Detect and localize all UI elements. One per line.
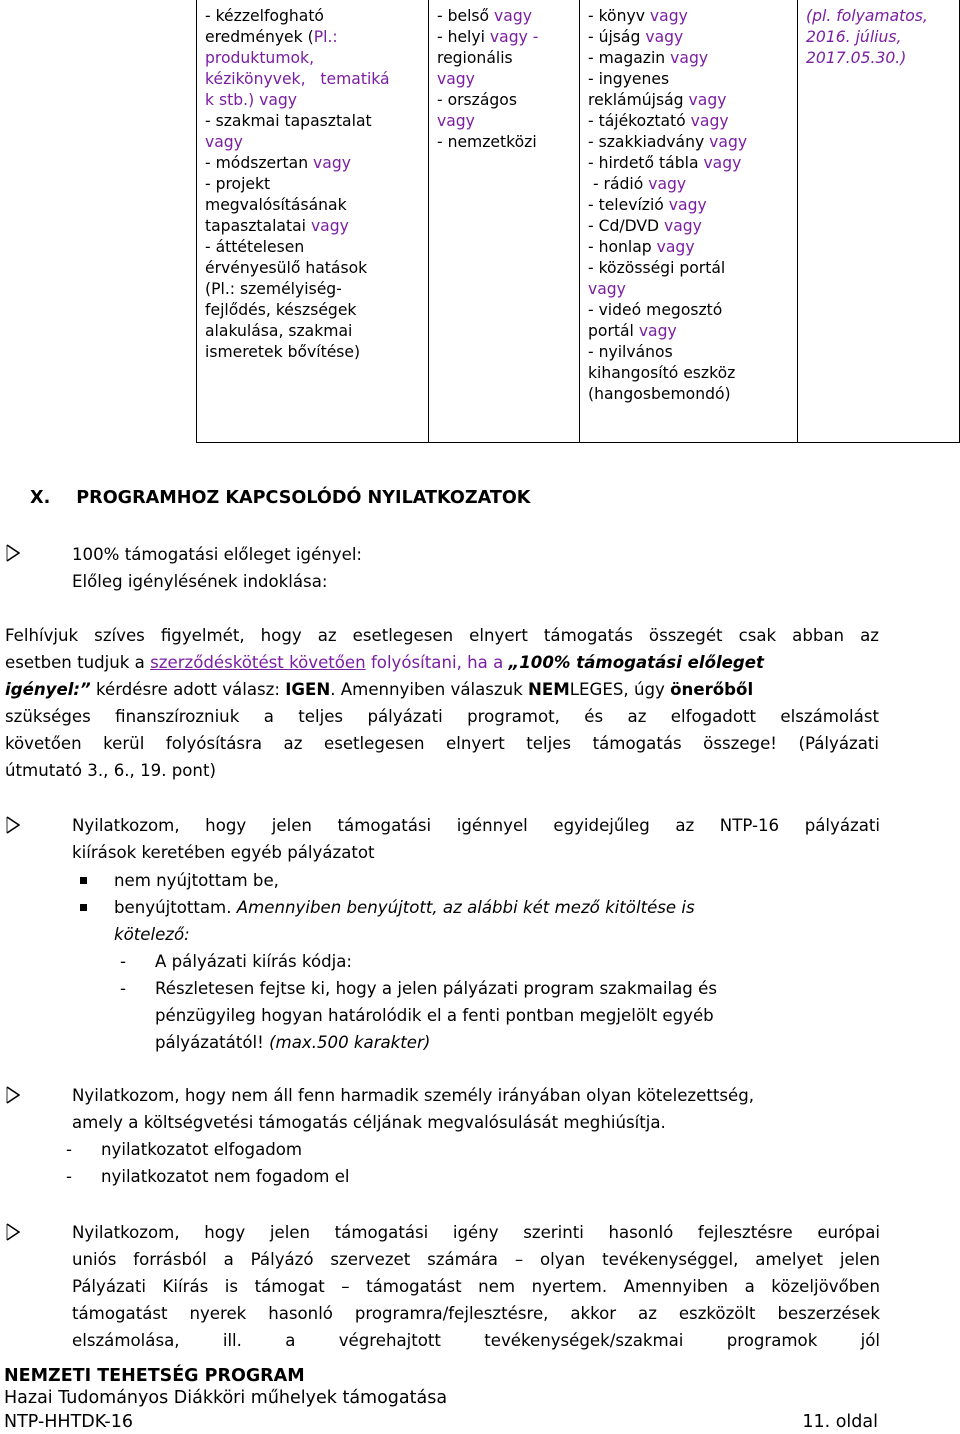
results-table	[0, 0, 960, 443]
call-code-field[interactable]: A pályázati kiírás kódja:	[155, 952, 353, 971]
notice-line: esetben tudjuk a szerződéskötést követően folyósítani, ha a „100% támogatási előleget	[5, 653, 764, 672]
table-cell-line: fejlődés, készségek	[205, 301, 357, 319]
declaration-3-line: támogatást nyerek hasonló programra/fejlesztésre, akkor az eszközölt beszerzések	[72, 1304, 880, 1323]
table-cell-line: reklámújság vagy	[588, 91, 727, 109]
table-cell-line: - országos	[437, 91, 517, 109]
section-title: PROGRAMHOZ KAPCSOLÓDÓ NYILATKOZATOK	[76, 488, 531, 508]
dash-bullet: -	[120, 952, 126, 971]
table-cell-line: alakulása, szakmai	[205, 322, 353, 340]
mandatory-note: Amennyiben benyújtott, az alábbi két mező kitöltése is	[236, 898, 695, 917]
table-cell-line: vagy	[205, 133, 243, 151]
table-cell-line: - rádió vagy	[588, 175, 687, 193]
table-border-bottom	[196, 442, 960, 443]
table-cell-line: portál vagy	[588, 322, 677, 340]
notice-line: követően kerül folyósításra az esetlegesen elnyert teljes támogatás összege! (Pályázati	[5, 734, 879, 753]
declaration-2-line: amely a költségvetési támogatás céljának megvalósulását meghiúsítja.	[72, 1113, 666, 1132]
table-cell-line: megvalósításának	[205, 196, 347, 214]
declaration-3-line: elszámolása, ill. a végrehajtott tevékenységek/szakmai programok jól	[72, 1331, 880, 1350]
table-cell-line: - nyilvános	[588, 343, 673, 361]
declaration-3-line: Pályázati Kiírás is támogat – támogatást nem nyertem. Amennyiben a közeljövőben	[72, 1277, 880, 1296]
table-cell-line: - áttételesen	[205, 238, 305, 256]
table-cell-line: - hirdető tábla vagy	[588, 154, 742, 172]
table-cell-level	[437, 6, 572, 153]
advance-justification-line: Előleg igénylésének indoklása:	[72, 572, 328, 591]
section-number: X.	[30, 488, 51, 508]
table-cell-outcomes	[205, 6, 420, 363]
table-cell-line: ismeretek bővítése)	[205, 343, 361, 361]
declaration-1-line: kiírások keretében egyéb pályázatot	[72, 843, 375, 862]
table-cell-line: érvényesülő hatások	[205, 259, 368, 277]
answer-yes: IGEN	[285, 680, 331, 699]
table-cell-line: vagy	[588, 280, 626, 298]
notice-line: igényel:” kérdésre adott válasz: IGEN. Amennyiben válaszuk NEMLEGES, úgy önerőből	[5, 680, 754, 699]
table-cell-line: 2017.05.30.)	[806, 49, 907, 67]
advance-question-ref: „100% támogatási előleget	[508, 653, 764, 672]
declaration-3-line: Nyilatkozom, hogy jelen támogatási igény szerinti hasonló fejlesztésre európai	[72, 1223, 880, 1242]
table-cell-line: kézikönyvek, tematiká	[205, 70, 390, 88]
table-cell-line: - videó megosztó	[588, 301, 723, 319]
dash-bullet: -	[66, 1140, 72, 1159]
footer-subtitle: Hazai Tudományos Diákköri műhelyek támogatása	[4, 1388, 448, 1408]
arrow-bullet-icon	[6, 544, 20, 562]
answer-no: NEM	[528, 680, 570, 699]
table-cell-line: (pl. folyamatos,	[806, 7, 928, 25]
footer-program-name: NEMZETI TEHETSÉG PROGRAM	[4, 1366, 305, 1386]
table-cell-line: 2016. július,	[806, 28, 902, 46]
table-cell-line: - helyi vagy -	[437, 28, 539, 46]
declaration-1-line: Nyilatkozom, hogy jelen támogatási igénnyel egyidejűleg az NTP-16 pályázati	[72, 816, 880, 835]
table-cell-line: - belső vagy	[437, 7, 532, 25]
separation-explanation-line[interactable]: pályázatától! (max.500 karakter)	[155, 1033, 431, 1052]
table-cell-line: - kézzelfogható	[205, 7, 324, 25]
square-bullet-icon	[80, 877, 87, 884]
table-cell-channels	[588, 6, 793, 405]
dash-bullet: -	[120, 979, 126, 998]
notice-line: útmutató 3., 6., 19. pont)	[5, 761, 216, 780]
table-cell-line: - szakmai tapasztalat	[205, 112, 372, 130]
table-cell-line: regionális	[437, 49, 513, 67]
table-cell-line: vagy	[437, 112, 475, 130]
square-bullet-icon	[80, 904, 87, 911]
table-cell-line: - nemzetközi	[437, 133, 537, 151]
table-cell-line: tapasztalatai vagy	[205, 217, 349, 235]
separation-explanation-line: pénzügyileg hogyan határolódik el a fenti pontban megjelölt egyéb	[155, 1006, 714, 1025]
table-border-left	[196, 0, 197, 443]
notice-line: Felhívjuk szíves figyelmét, hogy az esetlegesen elnyert támogatás összegét csak abban az	[5, 626, 879, 645]
declaration-3-line: uniós forrásból a Pályázó szervezet számára – olyan tevékenységgel, amelyet jelen	[72, 1250, 880, 1269]
own-funds: önerőből	[670, 680, 754, 699]
table-cell-line: k stb.) vagy	[205, 91, 298, 109]
table-cell-line: - magazin vagy	[588, 49, 709, 67]
char-limit-note: (max.500 karakter)	[269, 1033, 431, 1052]
table-cell-line: - könyv vagy	[588, 7, 688, 25]
table-cell-line: kihangosító eszköz	[588, 364, 736, 382]
table-cell-line: - televízió vagy	[588, 196, 707, 214]
footer-code: NTP-HHTDK-16	[4, 1412, 133, 1432]
table-cell-line: (hangosbemondó)	[588, 385, 731, 403]
option-not-submitted[interactable]: nem nyújtottam be,	[114, 871, 279, 890]
declaration-2-line: Nyilatkozom, hogy nem áll fenn harmadik személy irányában olyan kötelezettség,	[72, 1086, 755, 1105]
table-cell-line: - honlap vagy	[588, 238, 695, 256]
table-cell-line: - közösségi portál	[588, 259, 726, 277]
option-decline[interactable]: nyilatkozatot nem fogadom el	[101, 1167, 350, 1186]
table-border	[428, 0, 429, 443]
table-border	[797, 0, 798, 443]
dash-bullet: -	[66, 1167, 72, 1186]
table-cell-line: - szakkiadvány vagy	[588, 133, 748, 151]
table-cell-line: - módszertan vagy	[205, 154, 351, 172]
table-cell-line: - projekt	[205, 175, 271, 193]
page-number: 11. oldal	[802, 1412, 878, 1432]
table-cell-line: - ingyenes	[588, 70, 670, 88]
notice-line: szükséges finanszírozniuk a teljes pályázati programot, és az elfogadott elszámolást	[5, 707, 879, 726]
arrow-bullet-icon	[6, 816, 20, 834]
table-cell-line: - újság vagy	[588, 28, 684, 46]
arrow-bullet-icon	[6, 1223, 20, 1241]
section-heading	[30, 488, 530, 508]
table-cell-deadline	[806, 6, 956, 69]
mandatory-note: kötelező:	[114, 925, 190, 944]
separation-explanation-line: Részletesen fejtse ki, hogy a jelen pályázati program szakmailag és	[155, 979, 717, 998]
option-accept[interactable]: nyilatkozatot elfogadom	[101, 1140, 303, 1159]
table-cell-line: eredmények (Pl.:	[205, 28, 338, 46]
table-cell-line: produktumok,	[205, 49, 315, 67]
arrow-bullet-icon	[6, 1086, 20, 1104]
contract-underlined: szerződéskötést követően	[150, 653, 366, 672]
table-cell-line: vagy	[437, 70, 475, 88]
advance-request-line: 100% támogatási előleget igényel:	[72, 545, 363, 564]
table-cell-line: - Cd/DVD vagy	[588, 217, 702, 235]
table-border	[579, 0, 580, 443]
option-submitted[interactable]: benyújtottam. Amennyiben benyújtott, az alábbi két mező kitöltése is	[114, 898, 695, 917]
table-cell-line: - tájékoztató vagy	[588, 112, 729, 130]
table-cell-line: (Pl.: személyiség-	[205, 280, 342, 298]
